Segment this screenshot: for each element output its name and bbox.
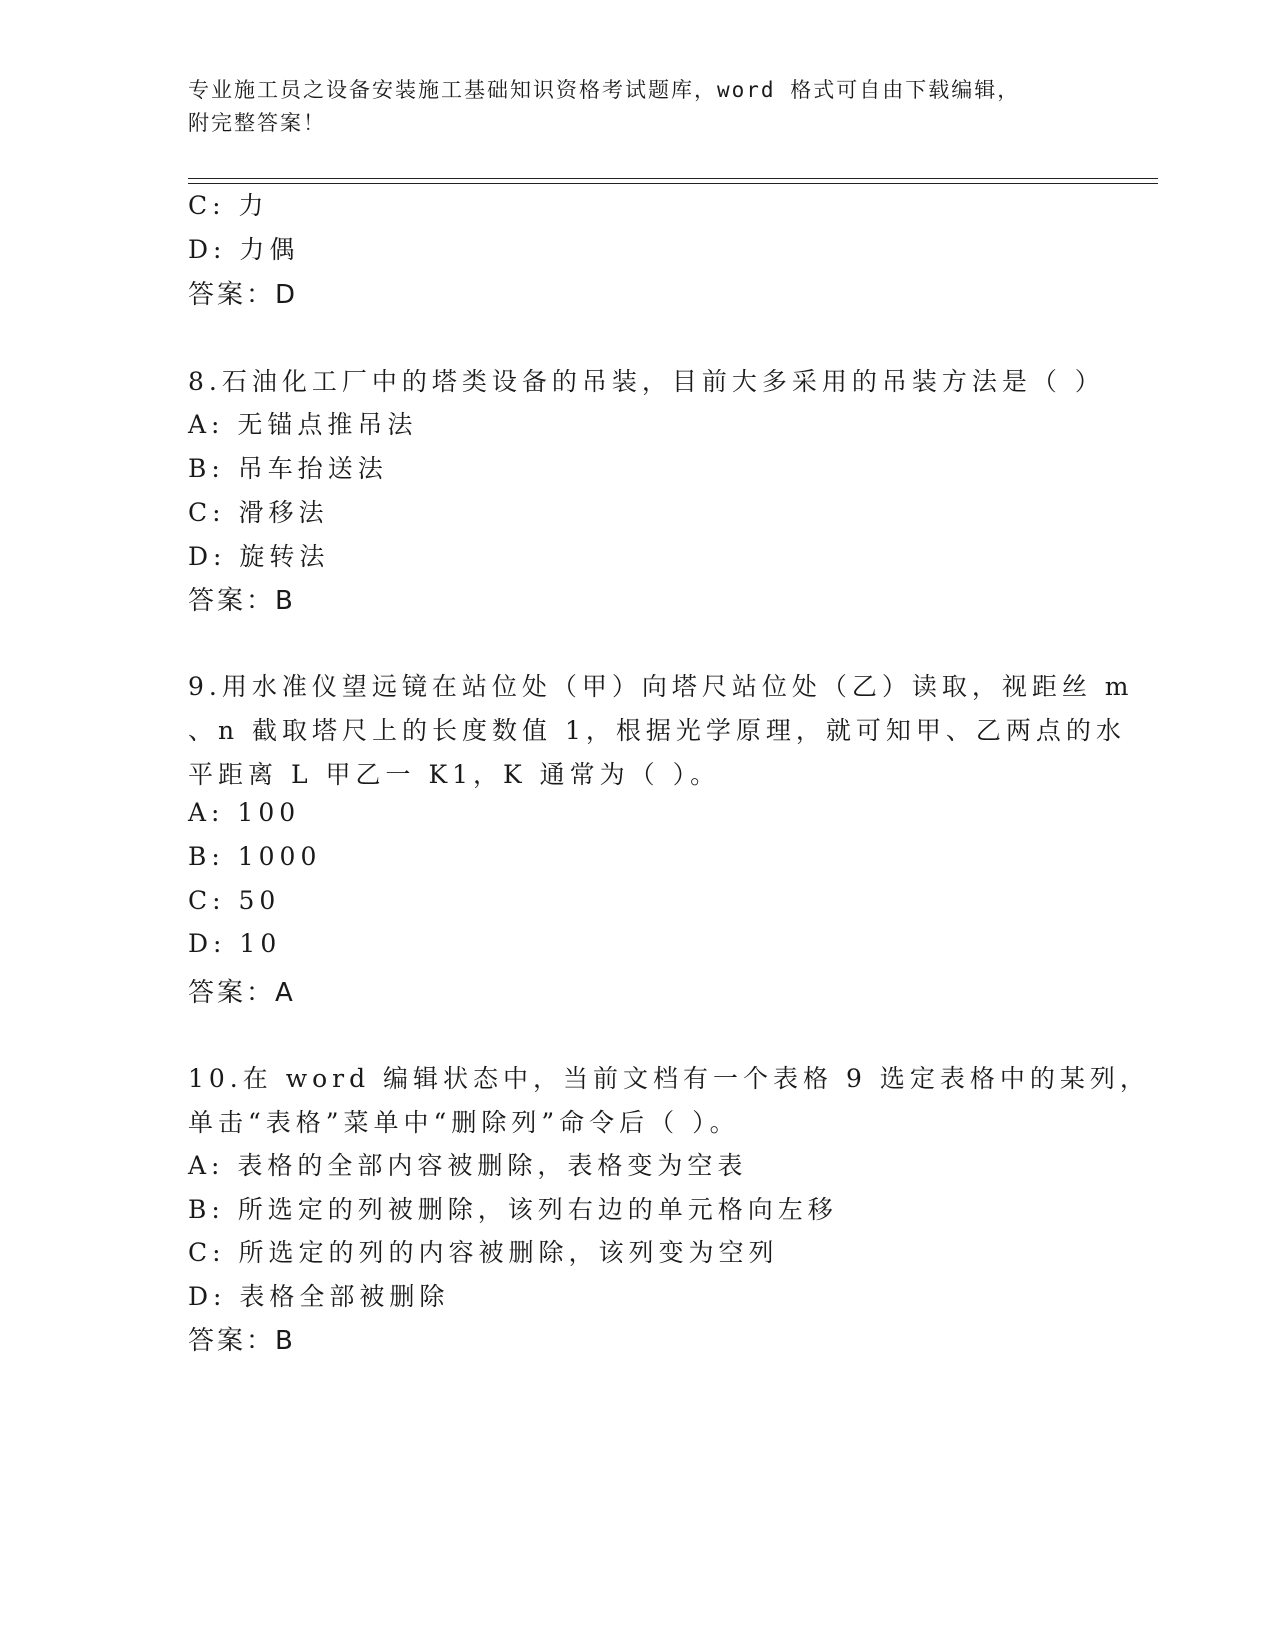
option-c: C: 50 xyxy=(188,886,281,915)
option-c: C: 滑移法 xyxy=(188,498,329,527)
option-b: B: 所选定的列被删除，该列右边的单元格向左移 xyxy=(188,1195,838,1224)
question-stem-line-2: 、n 截取塔尺上的长度数值 1，根据光学原理，就可知甲、乙两点的水 xyxy=(188,716,1126,745)
option-c: C: 力 xyxy=(188,191,269,220)
header-line-2: 附完整答案！ xyxy=(188,111,326,135)
header-line-1: 专业施工员之设备安装施工基础知识资格考试题库，word 格式可自由下载编辑， xyxy=(188,78,1021,102)
option-a: A: 表格的全部内容被删除，表格变为空表 xyxy=(188,1151,748,1180)
answer-line: 答案：A xyxy=(188,978,296,1008)
answer-line: 答案：B xyxy=(188,1326,296,1356)
answer-line: 答案：D xyxy=(188,280,299,310)
question-stem-line-3: 平距离 L 甲乙一 K1，K 通常为（ ）。 xyxy=(188,760,721,789)
option-c: C: 所选定的列的内容被删除，该列变为空列 xyxy=(188,1238,779,1267)
option-a: A: 无锚点推吊法 xyxy=(188,410,418,439)
question-stem: 8.石油化工厂中的塔类设备的吊装，目前大多采用的吊装方法是（ ） xyxy=(188,367,1105,396)
question-stem-line-1: 9.用水准仪望远镜在站位处（甲）向塔尺站位处（乙）读取，视距丝 m xyxy=(188,672,1134,701)
option-a: A: 100 xyxy=(188,798,301,827)
option-b: B: 1000 xyxy=(188,842,322,871)
document-header xyxy=(188,74,1088,140)
question-stem-line-2: 单击“表格”菜单中“删除列”命令后（ ）。 xyxy=(188,1108,740,1137)
header-divider-bottom xyxy=(188,183,1158,184)
option-d: D: 旋转法 xyxy=(188,542,330,571)
header-divider-top xyxy=(188,178,1158,179)
option-d: D: 力偶 xyxy=(188,235,300,264)
question-stem-line-1: 10.在 word 编辑状态中，当前文档有一个表格 9 选定表格中的某列， xyxy=(188,1064,1150,1093)
answer-line: 答案：B xyxy=(188,586,296,616)
option-d: D: 10 xyxy=(188,929,282,958)
option-d: D: 表格全部被删除 xyxy=(188,1282,450,1311)
option-b: B: 吊车抬送法 xyxy=(188,454,388,483)
